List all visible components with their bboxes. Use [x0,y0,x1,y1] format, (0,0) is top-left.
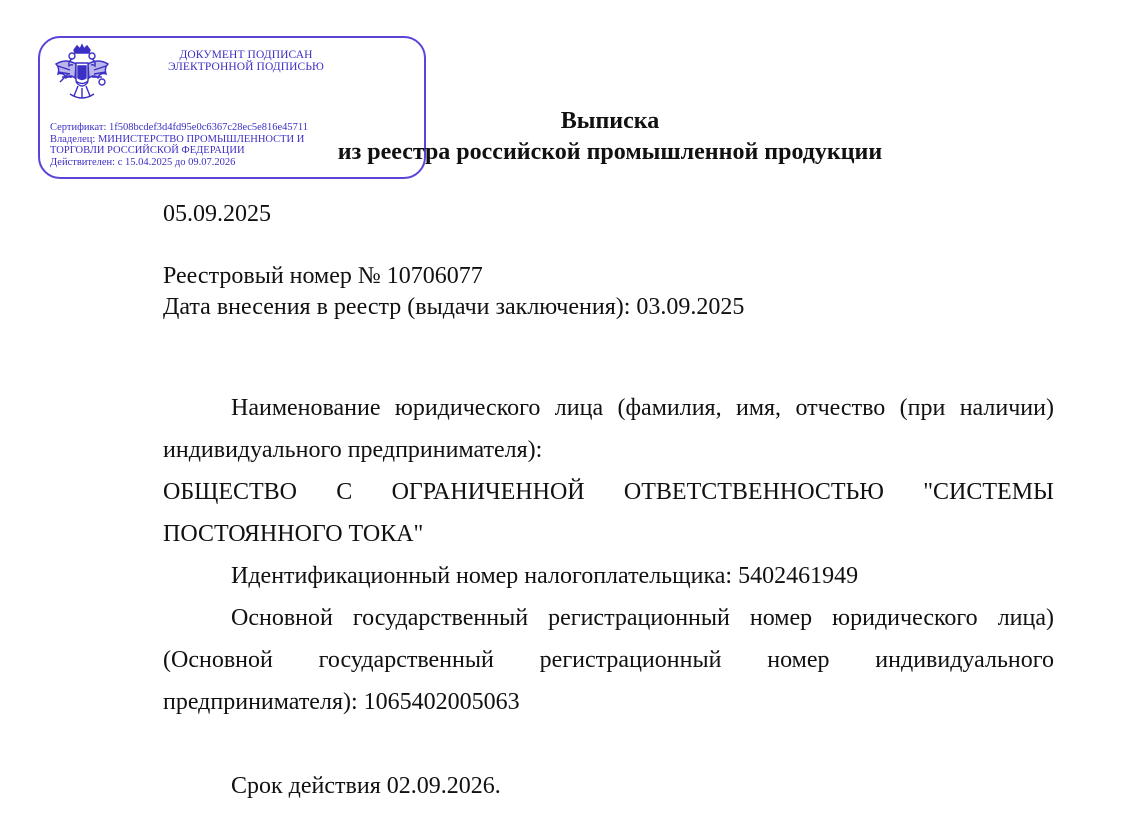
registry-date: Дата внесения в реестр (выдачи заключения): 03.09.2025 [163,294,745,320]
validity-period: Срок действия 02.09.2026. [231,773,501,799]
coat-of-arms-icon [50,42,114,108]
entity-name-label: Наименование юридического лица (фамилия, имя, отчество (при наличии) индивидуального предпринимателя): [163,395,1054,463]
document-subtitle: из реестра российской промышленной продукции [337,139,883,165]
stamp-title-line: ЭЛЕКТРОННОЙ ПОДПИСЬЮ [168,61,324,73]
registry-number: Реестровый номер № 10706077 [163,263,483,289]
document-title: Выписка [560,108,660,134]
stamp-validity: Действителен: с 15.04.2025 до 09.07.2026 [50,156,236,168]
stamp-certificate: Сертификат: 1f508bcdef3d4fd95e0c6367c28ec5e816e45711 [50,122,309,133]
inn-value: Идентификационный номер налогоплательщика: 5402461949 [231,563,859,589]
stamp-owner: Владелец: МИНИСТЕРСТВО ПРОМЫШЛЕННОСТИ И [50,133,305,145]
entity-name: ОБЩЕСТВО С ОГРАНИЧЕННОЙ ОТВЕТСТВЕННОСТЬЮ "СИСТЕМЫ ПОСТОЯННОГО ТОКА" [163,479,1054,547]
stamp-title-line: ДОКУМЕНТ ПОДПИСАН [179,49,313,61]
ogrn-value: Основной государственный регистрационный номер юридического лица) (Основной государственный регистрационный номер индивидуального предпринимателя): 1065402005063 [163,605,1054,715]
stamp-title [126,49,366,73]
document-date: 05.09.2025 [163,201,271,227]
stamp-owner: ТОРГОВЛИ РОССИЙСКОЙ ФЕДЕРАЦИИ [50,145,245,156]
